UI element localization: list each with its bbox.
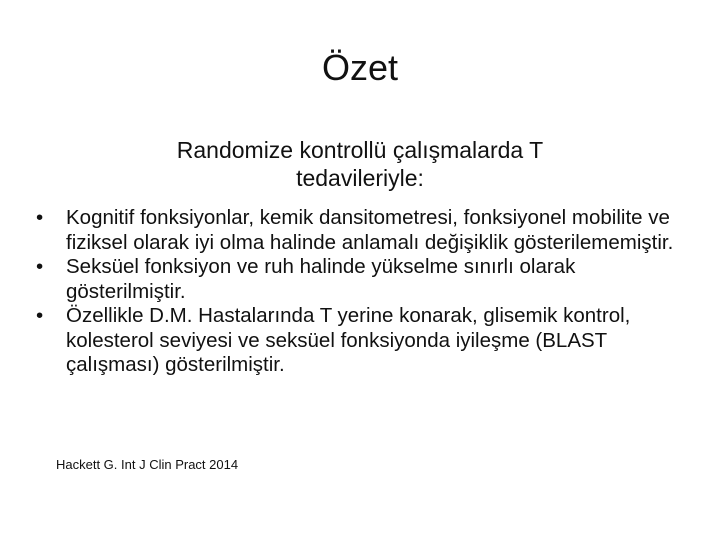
bullet-text: Özellikle D.M. Hastalarında T yerine konarak, glisemik kontrol, kolesterol seviyesi ve seksüel fonksiyonda iyileşme (BLAST çalışması) gösterilmiştir.	[66, 304, 631, 376]
citation: Hackett G. Int J Clin Pract 2014	[56, 457, 239, 472]
subtitle-line-2: tedavileriyle:	[296, 165, 424, 191]
slide-subtitle	[120, 136, 600, 192]
subtitle-line-1: Randomize kontrollü çalışmalarda T	[176, 137, 544, 163]
bullet-text: Seksüel fonksiyon ve ruh halinde yükselme sınırlı olarak gösterilmiştir.	[66, 255, 576, 303]
bullet-list	[36, 206, 686, 378]
bullet-item	[36, 304, 686, 378]
bullet-marker: •	[36, 304, 44, 327]
slide-title: Özet	[321, 47, 399, 88]
bullet-marker: •	[36, 206, 44, 229]
bullet-item	[36, 255, 686, 304]
bullet-text: Kognitif fonksiyonlar, kemik dansitometresi, fonksiyonel mobilite ve fiziksel olarak iyi olma halinde anlamalı değişiklik gösterilememiştir.	[66, 206, 674, 254]
bullet-item	[36, 206, 686, 255]
bullet-marker: •	[36, 255, 44, 278]
